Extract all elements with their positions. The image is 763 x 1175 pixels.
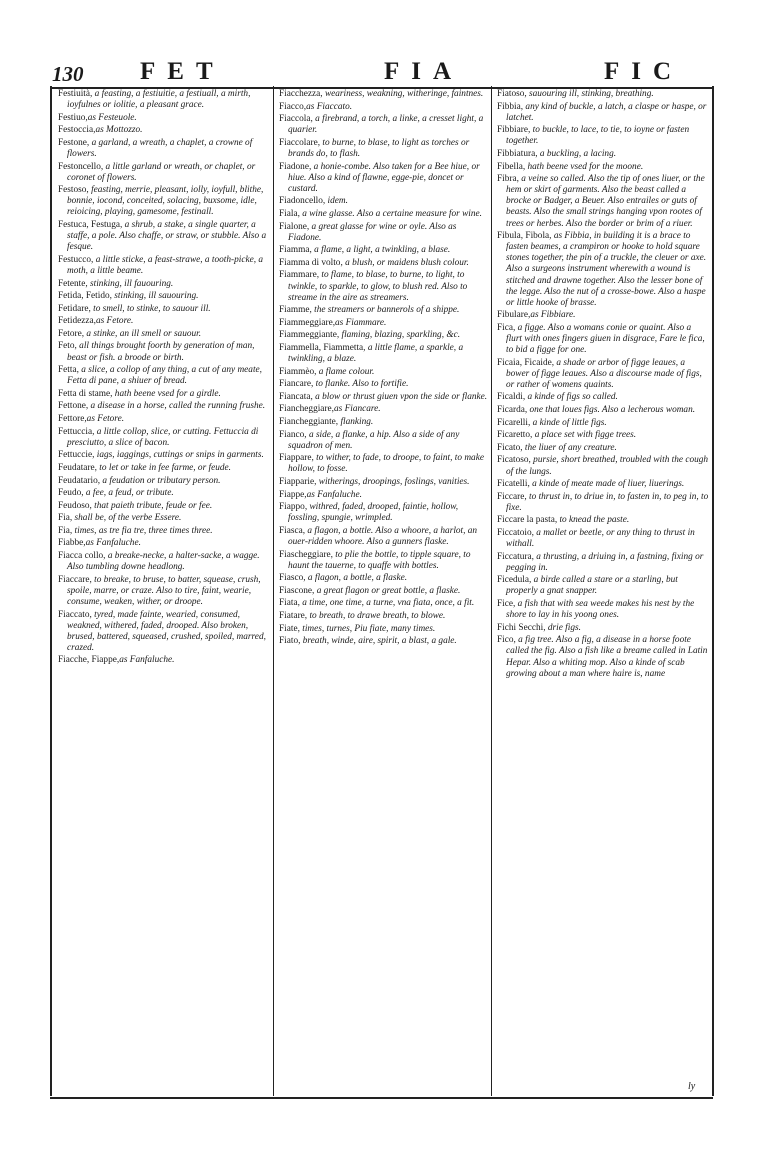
entry-headword: Fiammella, Fiammetta, <box>279 342 366 353</box>
entry-definition: a shade or arbor of figge leaues, a bower of figge leaues. Also a discourse made of figs, or rather of womens quaints. <box>506 357 702 390</box>
entry-headword: Festoccia, <box>58 125 96 136</box>
entry-headword: Fibula, Fibola, <box>497 231 552 242</box>
entry-definition: as Fiaccato. <box>306 101 353 112</box>
dictionary-entry <box>497 430 709 441</box>
entry-definition: a kinde of meate made of liuer, liuerings. <box>529 479 685 490</box>
entry-definition: as Fibbia, in building it is a brace to fasten beames, a crampiron or hooke to hold square stones together, the pin of a truckle, the cleuer or axe. Also a surgeons instrument wherewith a wound is stitched and drawne together. Also the lesser bone of the legge. Also the nut of a crosse-bowe. Also a haspe or little hooke of brasse. <box>506 231 707 308</box>
entry-definition: to smell, to stinke, to sauour ill. <box>90 303 211 314</box>
entry-definition: as Fiancare. <box>333 404 381 415</box>
entry-definition: breath, winde, aire, spirit, a blast, a gale. <box>300 636 457 647</box>
entry-definition: to flanke. Also to fortifie. <box>313 379 409 390</box>
entry-definition: shall be, of the verbe Essere. <box>72 513 182 524</box>
entry-headword: Fiacchezza, <box>279 89 323 99</box>
entry-headword: Ficarda, <box>497 405 528 416</box>
dictionary-entry <box>279 89 488 100</box>
dictionary-entry <box>279 162 488 195</box>
entry-definition: stinking, ill fauouring. <box>87 278 174 289</box>
entry-definition: a blow or thrust giuen vpon the side or flanke. <box>312 391 488 402</box>
dictionary-entry <box>58 255 270 277</box>
entry-definition: a firebrand, a torch, a linke, a cresset light, a quarier. <box>288 114 484 136</box>
dictionary-entry <box>497 528 709 550</box>
entry-headword: Fettore, <box>58 414 87 425</box>
entry-headword: Fico, <box>497 635 516 646</box>
entry-definition: any kind of buckle, a latch, a claspe or haspe, or latchet. <box>506 101 707 123</box>
entry-headword: Ficaldi, <box>497 392 526 403</box>
entry-headword: Fiaccola, <box>279 114 313 125</box>
entry-headword: Fiatare, <box>279 611 308 622</box>
dictionary-entry <box>58 389 270 400</box>
entry-definition: to burne, to blase, to light as torches or brands do, to flash. <box>288 137 470 159</box>
dictionary-entry <box>58 279 270 290</box>
entry-headword: Fetore, <box>58 328 85 339</box>
dictionary-entry <box>279 417 488 428</box>
entry-headword: Fibbiare, <box>497 125 531 136</box>
entry-headword: Fia, <box>58 525 73 536</box>
entry-headword: Fice, <box>497 599 516 610</box>
entry-headword: Ficcare, <box>497 491 527 502</box>
entry-headword: Fiamme, <box>279 305 312 316</box>
dictionary-entry <box>58 401 270 412</box>
entry-definition: as Fibbiare. <box>530 310 576 321</box>
dictionary-entry <box>58 341 270 363</box>
entry-definition: a flame, a light, a twinkling, a blase. <box>311 245 451 256</box>
entry-definition: a fig tree. Also a fig, a disease in a horse foote called the fig. Also a fish like a breame called in Latin Hepar. Also a whiting mop. Also a kinde of scab growing about a man where haire is, name <box>506 635 708 679</box>
entry-definition: as Fanfaluche. <box>119 655 175 666</box>
entry-headword: Festiuo, <box>58 112 88 123</box>
entry-headword: Fiaccare, <box>58 574 92 585</box>
entry-definition: a fee, a feud, or tribute. <box>83 488 174 499</box>
dictionary-entry <box>58 162 270 184</box>
entry-headword: Fetta, <box>58 365 79 376</box>
dictionary-entry <box>58 513 270 524</box>
dictionary-entry <box>497 552 709 574</box>
dictionary-entry <box>58 316 270 327</box>
entry-definition: sauouring ill, stinking, breathing. <box>526 89 654 99</box>
entry-definition: a kinde of figs so called. <box>525 392 618 403</box>
bottom-rule <box>50 1097 713 1099</box>
entry-headword: Fiasca, <box>279 525 306 536</box>
dictionary-entry <box>279 477 488 488</box>
entry-definition: to plie the bottle, to tipple square, to haunt the tauerne, to quaffe with bottles. <box>288 549 471 571</box>
entry-headword: Fiappare, <box>279 453 314 464</box>
entry-definition: a place set with figge trees. <box>532 430 637 441</box>
dictionary-entry <box>58 488 270 499</box>
entry-definition: to buckle, to lace, to tie, to ioyne or fasten together. <box>506 125 690 147</box>
entry-definition: a veine so called. Also the tip of ones liuer, or the hem or skirt of garments. Also the beast called a brocke or Badger, a Beuer. Also entrailes or guts of beasts. Also the small strings hanging vpon rootes of trees or herbes. Also the border or brim of a riuer. <box>506 174 705 229</box>
entry-definition: a garland, a wreath, a chaplet, a crowne of flowers. <box>67 137 253 159</box>
dictionary-entry <box>279 490 488 501</box>
entry-definition: as Mottozzo. <box>95 125 143 136</box>
column-rule-1 <box>273 86 274 1096</box>
entry-definition: feasting, merrie, pleasant, iolly, ioyfull, blithe, bonnie, iocond, conceited, solacing, buxsome, idle, reioicing, playing, gamesome, festinall. <box>67 185 264 218</box>
entry-definition: the streamers or bannerols of a shippe. <box>311 305 460 316</box>
entry-definition: a feudation or tributary person. <box>100 475 221 486</box>
entry-definition: as Fanfaluche. <box>306 489 362 500</box>
entry-headword: Fiate, <box>279 623 300 634</box>
entry-headword: Fiancheggiante, <box>279 417 339 428</box>
entry-headword: Ficaretto, <box>497 430 533 441</box>
entry-headword: Feto, <box>58 341 77 352</box>
entry-headword: Fiammeggiare, <box>279 317 336 328</box>
entry-headword: Feudatare, <box>58 462 97 473</box>
entry-definition: as Fanfaluche. <box>85 538 141 549</box>
catchword: ly <box>688 1081 696 1092</box>
dictionary-entry <box>58 329 270 340</box>
entry-headword: Fiaccolare, <box>279 137 321 148</box>
dictionary-entry <box>497 174 709 229</box>
dictionary-entry <box>58 551 270 573</box>
dictionary-entry <box>279 636 488 647</box>
entry-headword: Fetta di stame, <box>58 388 113 399</box>
dictionary-entry <box>497 635 709 679</box>
entry-headword: Fibella, <box>497 161 526 172</box>
dictionary-entry <box>279 305 488 316</box>
dictionary-entry <box>58 526 270 537</box>
dictionary-entry <box>279 624 488 635</box>
dictionary-entry <box>497 455 709 477</box>
entry-headword: Ficatoso, <box>497 455 531 466</box>
dictionary-entry <box>279 330 488 341</box>
entry-definition: a little flame, a sparkle, a twinkling, a blaze. <box>288 342 464 365</box>
entry-headword: Fianco, <box>279 429 307 440</box>
entry-headword: Ficaia, Ficaide, <box>497 357 555 368</box>
dictionary-entry <box>279 526 488 548</box>
entry-headword: Fiaccato, <box>58 609 92 620</box>
dictionary-entry <box>279 258 488 269</box>
entry-definition: hath beene vsed for a girdle. <box>112 388 221 399</box>
entry-headword: Festuca, Festuga, <box>58 220 123 231</box>
dictionary-entry <box>279 196 488 207</box>
dictionary-entry <box>279 404 488 415</box>
dictionary-entry <box>58 463 270 474</box>
entry-headword: Fetidezza, <box>58 316 96 327</box>
entry-headword: Fiato, <box>279 636 301 647</box>
dictionary-entry <box>497 443 709 454</box>
entry-definition: a thrusting, a driuing in, a fastning, fixing or pegging in. <box>506 551 704 573</box>
entry-definition: hath beene vsed for the moone. <box>525 161 644 172</box>
entry-headword: Fiabbe, <box>58 538 86 549</box>
entry-headword: Festoncello, <box>58 161 104 172</box>
running-head-center: FIA <box>384 58 464 85</box>
entry-headword: Ficatelli, <box>497 479 530 490</box>
entry-definition: a feasting, a festiuitie, a festiuall, a mirth, ioyfulnes or iolitie, a pleasant grace. <box>67 89 251 111</box>
entry-headword: Ficedula, <box>497 575 532 586</box>
dictionary-entry <box>58 125 270 136</box>
entry-headword: Festucco, <box>58 254 94 265</box>
dictionary-entry <box>58 450 270 461</box>
entry-definition: as Fetore. <box>86 414 125 425</box>
dictionary-entry <box>497 310 709 321</box>
entry-definition: a flame colour. <box>316 366 375 377</box>
right-rule <box>712 86 714 1096</box>
running-head-left: FET <box>140 58 225 85</box>
entry-definition: withred, faded, drooped, faintie, hollow, fossling, spungie, wrimpled. <box>288 502 459 524</box>
dictionary-entry <box>58 304 270 315</box>
entry-definition: a kinde of little figs. <box>530 417 607 428</box>
dictionary-entry <box>497 231 709 309</box>
dictionary-entry <box>497 392 709 403</box>
entry-definition: a side, a flanke, a hip. Also a side of any squadron of men. <box>288 429 460 451</box>
entry-definition: to thrust in, to driue in, to fasten in, to peg in, to fixe. <box>506 491 709 513</box>
entry-definition: stinking, ill sauouring. <box>111 291 199 302</box>
dictionary-entry <box>279 430 488 452</box>
entry-headword: Ficato, <box>497 442 523 453</box>
entry-definition: to let or take in fee farme, or feude. <box>96 462 231 473</box>
dictionary-entry <box>58 414 270 425</box>
dictionary-entry <box>279 367 488 378</box>
dictionary-entry <box>497 492 709 514</box>
entry-headword: Fetida, Fetido, <box>58 291 112 302</box>
entry-headword: Festiuità, <box>58 89 93 99</box>
dictionary-entry <box>497 89 709 100</box>
entry-definition: weariness, weakning, witheringe, faintnes. <box>322 89 484 99</box>
entry-definition: a fish that with sea weede makes his nest by the shore to lay in his yoong ones. <box>506 599 695 621</box>
entry-definition: a little garland or wreath, or chaplet, or coronet of flowers. <box>67 161 256 183</box>
entry-headword: Fia, <box>58 513 73 524</box>
dictionary-entry <box>58 427 270 449</box>
dictionary-entry <box>279 114 488 136</box>
entry-headword: Fiammeggiante, <box>279 330 340 341</box>
entry-definition: a wine glasse. Also a certaine measure for wine. <box>299 208 482 219</box>
dictionary-entry <box>497 418 709 429</box>
column-middle <box>279 89 488 649</box>
dictionary-entry <box>497 323 709 356</box>
entry-headword: Fiacche, Fiappe, <box>58 655 120 666</box>
dictionary-entry <box>58 610 270 654</box>
dictionary-entry <box>279 245 488 256</box>
entry-headword: Fettuccia, <box>58 426 95 437</box>
page-number: 130 <box>52 62 84 86</box>
dictionary-entry <box>279 209 488 220</box>
entry-headword: Fiancheggiare, <box>279 404 334 415</box>
left-rule <box>50 86 52 1096</box>
dictionary-entry <box>58 575 270 608</box>
entry-headword: Fiasco, <box>279 573 306 584</box>
entry-definition: a great flagon or great bottle, a flaske. <box>314 585 461 596</box>
entry-definition: flaming, blazing, sparkling, &c. <box>339 330 461 341</box>
entry-headword: Festone, <box>58 137 90 148</box>
entry-definition: times, turnes, Piu fiate, many times. <box>299 623 436 634</box>
dictionary-entry <box>279 318 488 329</box>
entry-headword: Fiadoncello, <box>279 196 326 207</box>
entry-headword: Fiascheggiare, <box>279 549 333 560</box>
entry-headword: Fiacco, <box>279 101 307 112</box>
entry-definition: a honie-combe. Also taken for a Bee hiue, or hiue. Also a kind of flawne, egge-pie, doncet or custard. <box>288 161 480 194</box>
column-rule-2 <box>491 86 492 1096</box>
entry-headword: Fichi Secchi, <box>497 622 546 633</box>
dictionary-entry <box>497 102 709 124</box>
entry-definition: to wither, to fade, to droope, to faint, to make hollow, to fosse. <box>288 453 484 475</box>
entry-definition: a great glasse for wine or oyle. Also as Fiadone. <box>288 221 457 243</box>
entry-definition: flanking. <box>338 417 374 428</box>
dictionary-entry <box>497 479 709 490</box>
entry-headword: Fibbia, <box>497 101 524 112</box>
entry-definition: a disease in a horse, called the running frushe. <box>88 401 266 412</box>
entry-headword: Fiappo, <box>279 502 308 513</box>
entry-definition: a little sticke, a feast-strawe, a tooth-picke, a moth, a little beame. <box>67 254 264 276</box>
dictionary-entry <box>279 598 488 609</box>
entry-definition: to knead the paste. <box>557 515 630 526</box>
entry-headword: Fiammèo, <box>279 366 317 377</box>
dictionary-entry <box>279 573 488 584</box>
entry-definition: idem. <box>325 196 348 207</box>
dictionary-entry <box>497 149 709 160</box>
dictionary-entry <box>58 538 270 549</box>
dictionary-entry <box>497 358 709 391</box>
dictionary-entry <box>279 270 488 303</box>
dictionary-entry <box>58 138 270 160</box>
entry-headword: Fetidare, <box>58 303 91 314</box>
entry-headword: Ficcatoio, <box>497 527 534 538</box>
entry-definition: a blush, or maidens blush colour. <box>342 257 469 268</box>
entry-definition: pursie, short breathed, troubled with the cough of the lungs. <box>506 455 709 477</box>
entry-definition: a little collop, slice, or cutting. Fettuccia di presciutto, a slice of bacon. <box>67 426 259 448</box>
entry-headword: Fiappe, <box>279 489 307 500</box>
entry-definition: tyred, made fainte, wearied, consumed, weakned, withered, faded, drooped. Also broken, brused, battered, squeased, crushed, spoiled, marred, crazed. <box>67 609 266 653</box>
entry-definition: the liuer of any creature. <box>522 442 617 453</box>
entry-definition: times, as tre fia tre, three times three. <box>72 525 213 536</box>
entry-headword: Fiacca collo, <box>58 551 106 562</box>
entry-headword: Fiata, <box>279 598 300 609</box>
entry-headword: Feudatario, <box>58 475 101 486</box>
dictionary-entry <box>497 162 709 173</box>
entry-headword: Fiamma di volto, <box>279 257 343 268</box>
dictionary-entry <box>279 102 488 113</box>
entry-headword: Fica, <box>497 322 516 333</box>
entry-definition: as Fiammare. <box>335 317 387 328</box>
entry-definition: a time, one time, a turne, vna fiata, once, a fit. <box>299 598 475 609</box>
entry-definition: a stinke, an ill smell or sauour. <box>84 328 202 339</box>
entry-headword: Ficarelli, <box>497 417 531 428</box>
dictionary-entry <box>279 343 488 365</box>
column-left <box>58 89 270 668</box>
entry-headword: Fetente, <box>58 278 88 289</box>
entry-definition: a figge. Also a womans conie or quaint. Also a flurt with ones fingers giuen in disgrace, Fare le fica, to bid a figge for one. <box>506 322 705 356</box>
column-right <box>497 89 709 681</box>
dictionary-entry <box>279 138 488 160</box>
entry-definition: a birde called a stare or a starling, but properly a gnat snapper. <box>506 575 678 597</box>
dictionary-entry <box>279 611 488 622</box>
entry-headword: Feudo, <box>58 488 84 499</box>
dictionary-entry <box>58 655 270 666</box>
dictionary-entry <box>279 550 488 572</box>
dictionary-entry <box>58 89 270 111</box>
entry-headword: Festoso, <box>58 185 89 196</box>
dictionary-entry <box>58 501 270 512</box>
dictionary-entry <box>279 453 488 475</box>
entry-definition: to flame, to blase, to burne, to light, to twinkle, to sparkle, to glow, to blush red. Also to streame in the aire as streamers. <box>288 270 468 303</box>
entry-definition: a slice, a collop of any thing, a cut of any meate, Fetta di pane, a shiuer of bread. <box>67 365 262 387</box>
running-head-right: FIC <box>604 58 684 85</box>
dictionary-entry <box>497 515 709 526</box>
dictionary-entry <box>279 379 488 390</box>
entry-headword: Fiancata, <box>279 391 313 402</box>
entry-definition: as Fetore. <box>95 316 134 327</box>
entry-headword: Feudoso, <box>58 500 92 511</box>
entry-headword: Fiammare, <box>279 270 320 281</box>
entry-definition: as Festeuole. <box>87 112 137 123</box>
dictionary-entry <box>497 405 709 416</box>
entry-definition: to breath, to drawe breath, to blowe. <box>307 611 446 622</box>
dictionary-entry <box>279 392 488 403</box>
entry-definition: iags, iaggings, cuttings or snips in garments. <box>94 450 264 461</box>
entry-headword: Fettone, <box>58 401 89 412</box>
entry-headword: Fiatoso, <box>497 89 527 99</box>
entry-definition: a mallet or beetle, or any thing to thrust in withall. <box>506 527 695 550</box>
dictionary-entry <box>279 222 488 244</box>
entry-definition: that paieth tribute, feude or fee. <box>91 500 213 511</box>
entry-definition: all things brought foorth by generation of man, beast or fish. a broode or birth. <box>67 341 255 363</box>
entry-headword: Fiadone, <box>279 161 312 172</box>
entry-definition: a flagon, a bottle, a flaske. <box>305 573 408 584</box>
dictionary-entry <box>58 113 270 124</box>
dictionary-entry <box>497 623 709 634</box>
entry-definition: a shrub, a stake, a single quarter, a staffe, a pole. Also chaffe, or straw, or stubble. Also a fesque. <box>67 220 267 253</box>
dictionary-entry <box>279 586 488 597</box>
entry-definition: a buckling, a lacing. <box>537 148 617 159</box>
entry-headword: Fiancare, <box>279 379 314 390</box>
dictionary-entry <box>497 599 709 621</box>
dictionary-entry <box>497 575 709 597</box>
entry-headword: Fibra, <box>497 174 519 185</box>
entry-headword: Ficcare la pasta, <box>497 515 558 526</box>
entry-definition: to breake, to bruse, to batter, squease, crush, spoile, marre, or craze. Also to tire, faint, wearie, consume, weaken, wither, or droope. <box>67 574 261 607</box>
entry-headword: Fiapparie, <box>279 477 317 487</box>
entry-definition: one that loues figs. Also a lecherous woman. <box>527 405 696 416</box>
entry-headword: Fiala, <box>279 208 300 219</box>
entry-headword: Fiamma, <box>279 245 312 256</box>
entry-definition: a flagon, a bottle. Also a whoore, a harlot, an ouer-ridden whoore. Also a gunners flaske. <box>288 525 478 547</box>
dictionary-entry <box>58 476 270 487</box>
dictionary-entry <box>58 365 270 387</box>
entry-definition: drie figs. <box>545 622 581 633</box>
entry-definition: witherings, droopings, foslings, vanities. <box>316 477 470 487</box>
entry-definition: a breake-necke, a halter-sacke, a wagge. Also tumbling downe headlong. <box>67 551 260 573</box>
dictionary-entry <box>58 220 270 253</box>
dictionary-entry <box>497 125 709 147</box>
entry-headword: Fettuccie, <box>58 450 95 461</box>
entry-headword: Ficcatura, <box>497 551 534 562</box>
entry-headword: Fialone, <box>279 221 310 232</box>
dictionary-entry <box>58 185 270 218</box>
dictionary-entry <box>279 502 488 524</box>
entry-headword: Fibulare, <box>497 310 531 321</box>
entry-headword: Fiascone, <box>279 585 315 596</box>
dictionary-entry <box>58 291 270 302</box>
entry-headword: Fibbiatura, <box>497 148 538 159</box>
